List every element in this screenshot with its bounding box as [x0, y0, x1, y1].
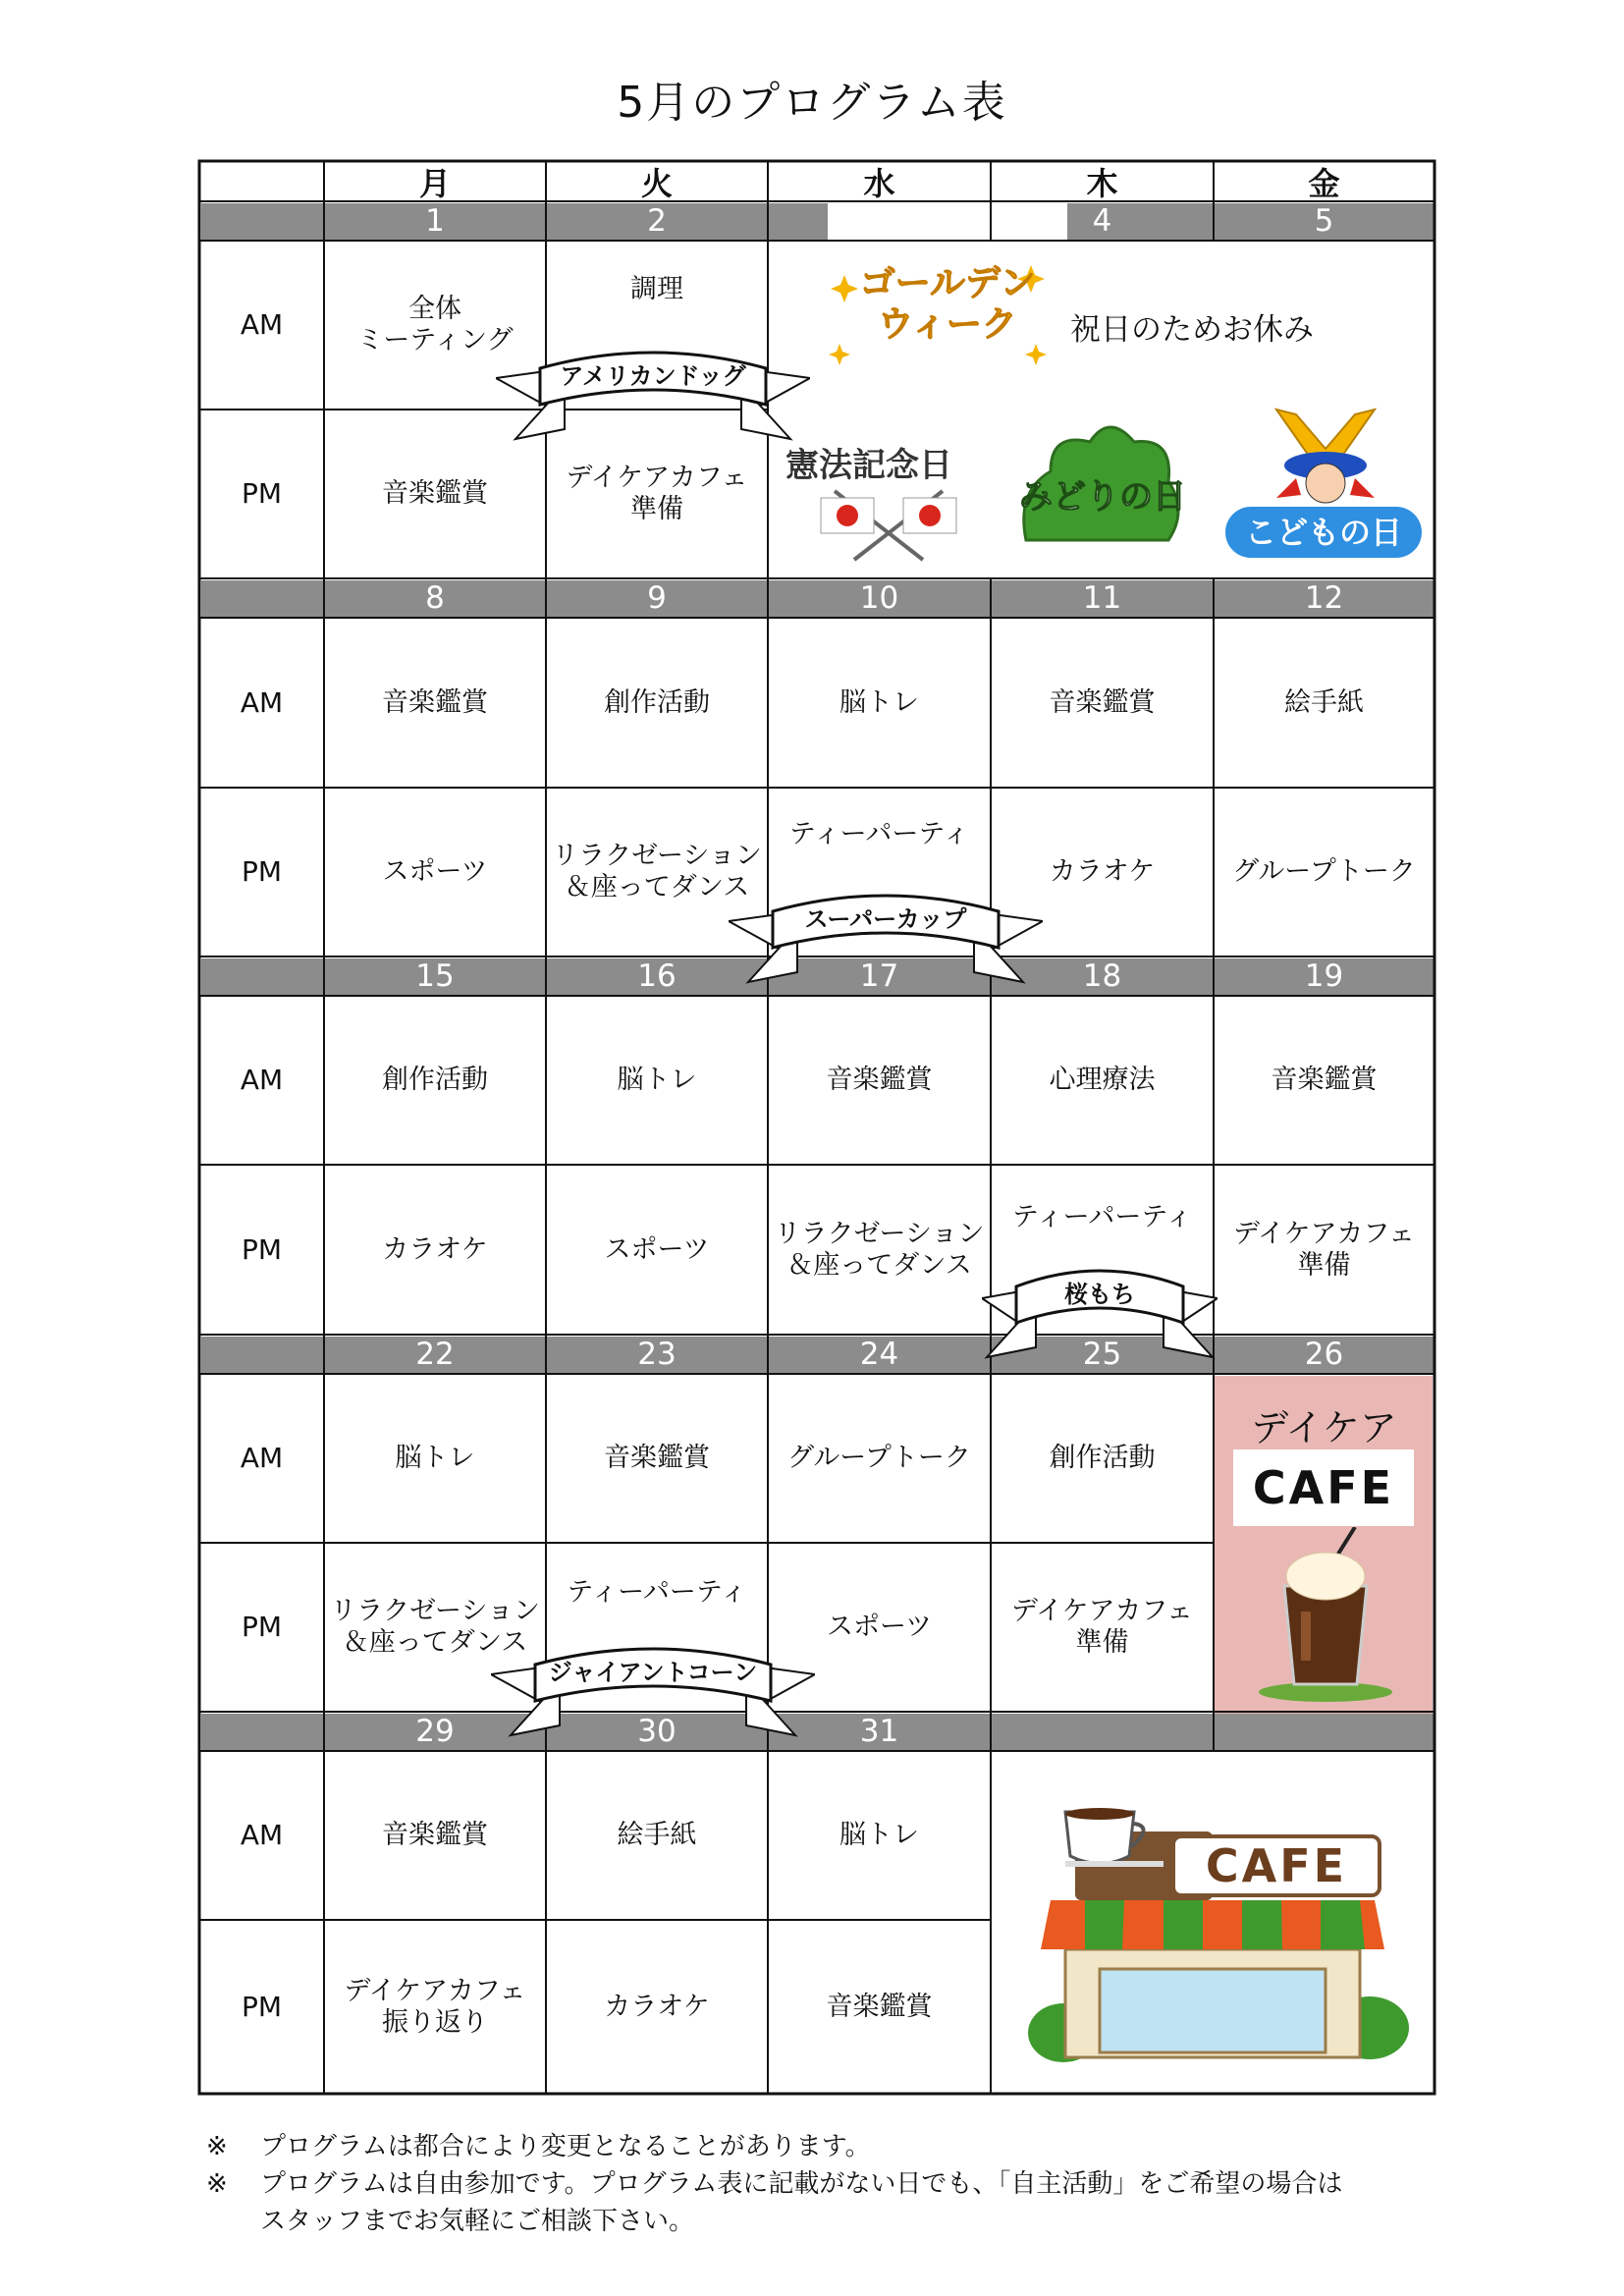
- kodomo-title: こどもの日: [1225, 507, 1422, 558]
- snack-banner-text: ジャイアントコーン: [548, 1658, 758, 1686]
- note-text-2-cont: スタッフまでお気軽にご相談下さい。: [260, 2207, 695, 2236]
- day-header-mon: 月: [418, 165, 451, 202]
- am-label-w4: AM: [240, 1442, 284, 1474]
- program-cell: スポーツ: [604, 1233, 710, 1265]
- program-cell: 音楽鑑賞: [382, 478, 488, 509]
- am-label-w2: AM: [240, 685, 284, 719]
- program-cell: デイケアカフェ 振り返り: [344, 1975, 526, 2038]
- program-cell: 音楽鑑賞: [382, 686, 488, 718]
- program-cell: リラクゼーション ＆座ってダンス: [774, 1218, 985, 1281]
- day-header-thu: 木: [1086, 165, 1118, 202]
- program-cell: カラオケ: [1049, 856, 1156, 887]
- date-4: 4: [1092, 203, 1112, 239]
- program-cell: 創作活動: [1049, 1443, 1156, 1473]
- program-cell: 調理: [630, 274, 683, 304]
- daycare-cafe-sign: CAFE: [1233, 1449, 1414, 1526]
- iced-coffee-icon: [1247, 1527, 1404, 1704]
- date-29: 29: [415, 1714, 455, 1749]
- program-cell: カラオケ: [604, 1991, 710, 2022]
- day-header-wed: 水: [863, 165, 895, 202]
- date-15: 15: [415, 958, 455, 994]
- date-25: 25: [1082, 1337, 1122, 1372]
- daycare-cafe-title: デイケア: [1251, 1406, 1397, 1449]
- program-cell: デイケアカフェ 準備: [1011, 1596, 1193, 1658]
- date-5: 5: [1314, 203, 1334, 239]
- program-cell: 創作活動: [382, 1065, 488, 1095]
- am-label-w3: AM: [240, 1064, 284, 1096]
- midori-title: みどりの日: [1019, 477, 1186, 517]
- program-cell: 音楽鑑賞: [604, 1443, 710, 1473]
- day-header-tue: 火: [640, 165, 673, 202]
- date-19: 19: [1304, 958, 1344, 994]
- program-cell: 脳トレ: [617, 1065, 697, 1095]
- program-cell: 音楽鑑賞: [826, 1065, 933, 1095]
- program-cell: 心理療法: [1049, 1065, 1156, 1095]
- note-mark-2: ※: [206, 2169, 228, 2199]
- note-mark-1: ※: [206, 2132, 228, 2161]
- date-23: 23: [637, 1337, 677, 1372]
- program-cell: 絵手紙: [1284, 686, 1364, 718]
- program-cell: 音楽鑑賞: [382, 1820, 488, 1850]
- program-cell: 脳トレ: [839, 1820, 919, 1850]
- program-cell: 音楽鑑賞: [1049, 686, 1156, 718]
- program-cell: 脳トレ: [839, 686, 919, 718]
- note-text-2: プログラムは自由参加です。プログラム表に記載がない日でも、「自主活動」をご希望の場合は: [260, 2169, 1343, 2199]
- pm-label-w3: PM: [241, 1232, 283, 1266]
- japan-flags-icon: [815, 486, 962, 565]
- program-cell: デイケアカフェ 準備: [566, 463, 748, 524]
- program-cell: 絵手紙: [617, 1820, 697, 1850]
- program-cell: グループトーク: [787, 1443, 971, 1473]
- date-12: 12: [1304, 580, 1344, 616]
- program-cell: 全体 ミーティング: [356, 294, 514, 355]
- program-cell: リラクゼーション ＆座ってダンス: [552, 841, 762, 902]
- program-cell: スポーツ: [382, 856, 488, 887]
- program-cell: 創作活動: [604, 686, 710, 718]
- program-cell: スポーツ: [827, 1612, 932, 1642]
- kenpo-title: 憲法記念日: [785, 446, 952, 485]
- am-label-w5: AM: [240, 1819, 284, 1851]
- program-cell: ティーパーティ: [567, 1577, 747, 1608]
- date-9: 9: [647, 580, 667, 616]
- date-30: 30: [637, 1714, 677, 1749]
- program-cell: ティーパーティ: [1011, 1202, 1193, 1232]
- pm-label-w5: PM: [241, 1990, 283, 2023]
- program-cell: ティーパーティ: [788, 819, 970, 849]
- program-cell: 音楽鑑賞: [1271, 1065, 1378, 1095]
- snack-banner-text: スーパーカップ: [804, 904, 967, 933]
- date-1: 1: [425, 203, 445, 239]
- date-24: 24: [859, 1337, 899, 1372]
- program-cell: 脳トレ: [395, 1443, 475, 1473]
- date-2: 2: [647, 203, 667, 239]
- date-26: 26: [1304, 1337, 1344, 1372]
- program-cell: リラクゼーション ＆座ってダンス: [330, 1596, 540, 1658]
- pm-label-w4: PM: [241, 1611, 283, 1643]
- note-text-1: プログラムは都合により変更となることがあります。: [260, 2132, 871, 2161]
- date-31: 31: [859, 1714, 899, 1749]
- kabuto-icon: [1267, 405, 1384, 513]
- date-3: 3: [869, 203, 890, 239]
- snack-banner-text: アメリカンドッグ: [560, 361, 746, 390]
- pm-label-w2: PM: [241, 855, 283, 888]
- program-cell: グループトーク: [1232, 856, 1416, 887]
- day-header-fri: 金: [1308, 165, 1340, 202]
- date-17: 17: [859, 958, 899, 994]
- holiday-text: 祝日のためお休み: [1070, 312, 1314, 348]
- pm-label-w1: PM: [241, 477, 283, 510]
- date-10: 10: [859, 580, 899, 616]
- program-cell: カラオケ: [382, 1233, 488, 1265]
- am-label-w1: AM: [240, 308, 284, 341]
- date-18: 18: [1082, 958, 1122, 994]
- date-8: 8: [425, 580, 445, 616]
- program-cell: デイケアカフェ 準備: [1233, 1218, 1415, 1281]
- golden-week-title: ゴールデン ウィーク: [859, 263, 1036, 345]
- date-11: 11: [1082, 580, 1122, 616]
- date-16: 16: [637, 958, 677, 994]
- page-title: 5月のプログラム表: [617, 78, 1007, 128]
- snack-banner-text: 桜もち: [1064, 1280, 1135, 1308]
- date-22: 22: [415, 1337, 455, 1372]
- cafe-store-sign: CAFE: [1205, 1839, 1348, 1892]
- program-cell: 音楽鑑賞: [826, 1991, 933, 2022]
